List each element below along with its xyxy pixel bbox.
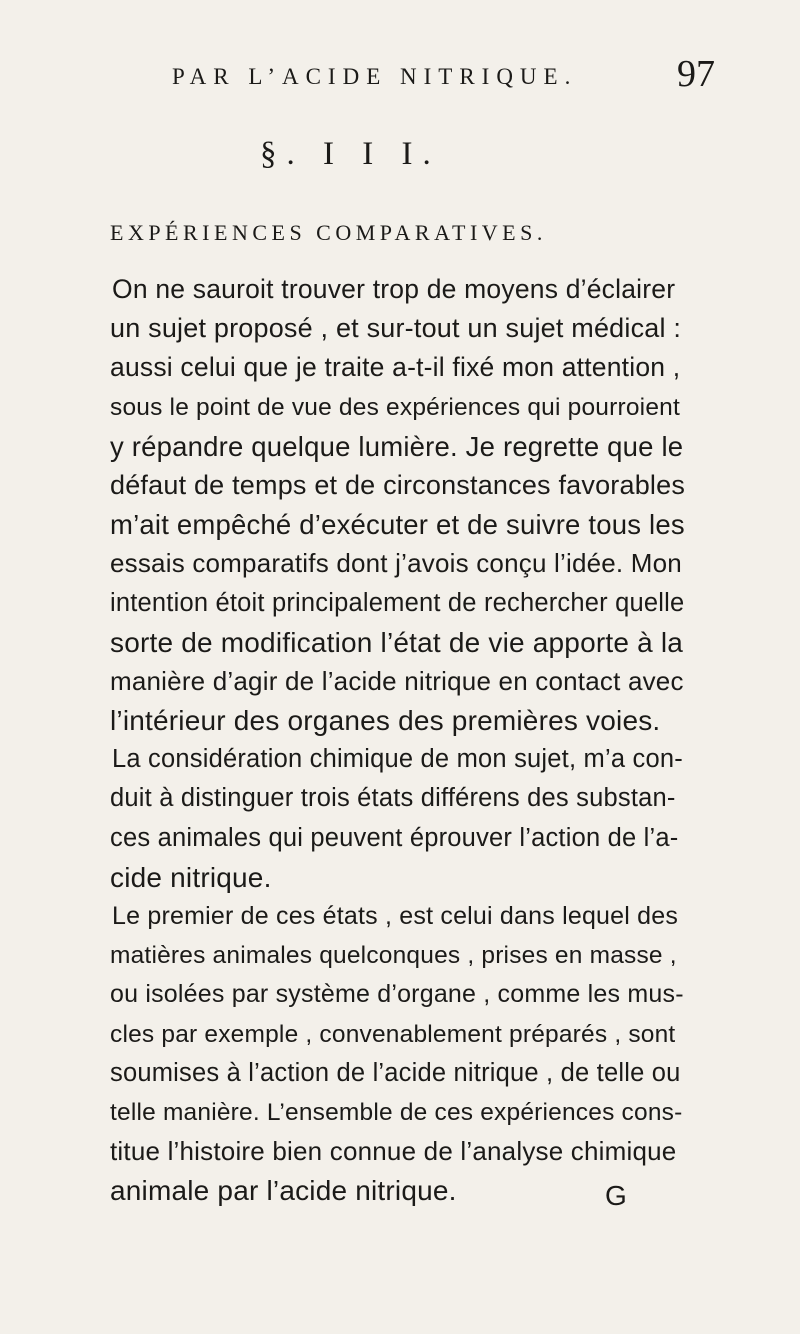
- text-line: sorte de modification l’état de vie apporte à la: [110, 626, 684, 658]
- page-number: 97: [677, 53, 715, 95]
- section-title: EXPÉRIENCES COMPARATIVES.: [110, 220, 547, 245]
- text-line: soumises à l’action de l’acide nitrique , de telle ou: [110, 1058, 681, 1087]
- text-line: défaut de temps et de circonstances favorables: [110, 469, 686, 500]
- text-line: ou isolées par système d’organe , comme les mus-: [110, 980, 684, 1009]
- text-line: y répandre quelque lumière. Je regrette que le: [110, 430, 684, 462]
- text-line: intention étoit principalement de rechercher quelle: [110, 588, 685, 617]
- text-line: cide nitrique.: [110, 861, 272, 893]
- text-line: telle manière. L’ensemble de ces expériences cons-: [110, 1098, 683, 1126]
- running-head: [120, 48, 720, 108]
- text-line: matières animales quelconques , prises en masse ,: [110, 942, 677, 970]
- text-line: essais comparatifs dont j’avois conçu l’idée. Mon: [110, 548, 682, 579]
- text-line: manière d’agir de l’acide nitrique en contact avec: [110, 665, 684, 696]
- text-line: sous le point de vue des expériences qui pourroient: [110, 393, 680, 421]
- running-title: PAR L’ACIDE NITRIQUE.: [172, 64, 578, 89]
- text-line: duit à distinguer trois états différens des substan-: [110, 784, 676, 813]
- text-line: La considération chimique de mon sujet, m’a con-: [112, 745, 683, 774]
- body-text: [110, 270, 686, 1211]
- text-line: aussi celui que je traite a-t-il fixé mon attention ,: [110, 352, 681, 383]
- text-line: ces animales qui peuvent éprouver l’action de l’a-: [110, 823, 679, 852]
- text-line: m’ait empêché d’exécuter et de suivre tous les: [110, 509, 685, 541]
- text-line: On ne sauroit trouver trop de moyens d’éclairer: [112, 274, 676, 304]
- text-line: un sujet proposé , et sur-tout un sujet médical :: [110, 313, 682, 344]
- section-number: §. I I I.: [260, 136, 441, 172]
- text-line: Le premier de ces états , est celui dans lequel des: [112, 902, 679, 930]
- text-line: titue l’histoire bien connue de l’analyse chimique: [110, 1136, 677, 1167]
- text-line: animale par l’acide nitrique.: [110, 1175, 457, 1207]
- catchword: G: [605, 1180, 627, 1211]
- text-line: cles par exemple , convenablement préparés , sont: [110, 1020, 676, 1048]
- text-line: l’intérieur des organes des premières voies.: [110, 705, 661, 737]
